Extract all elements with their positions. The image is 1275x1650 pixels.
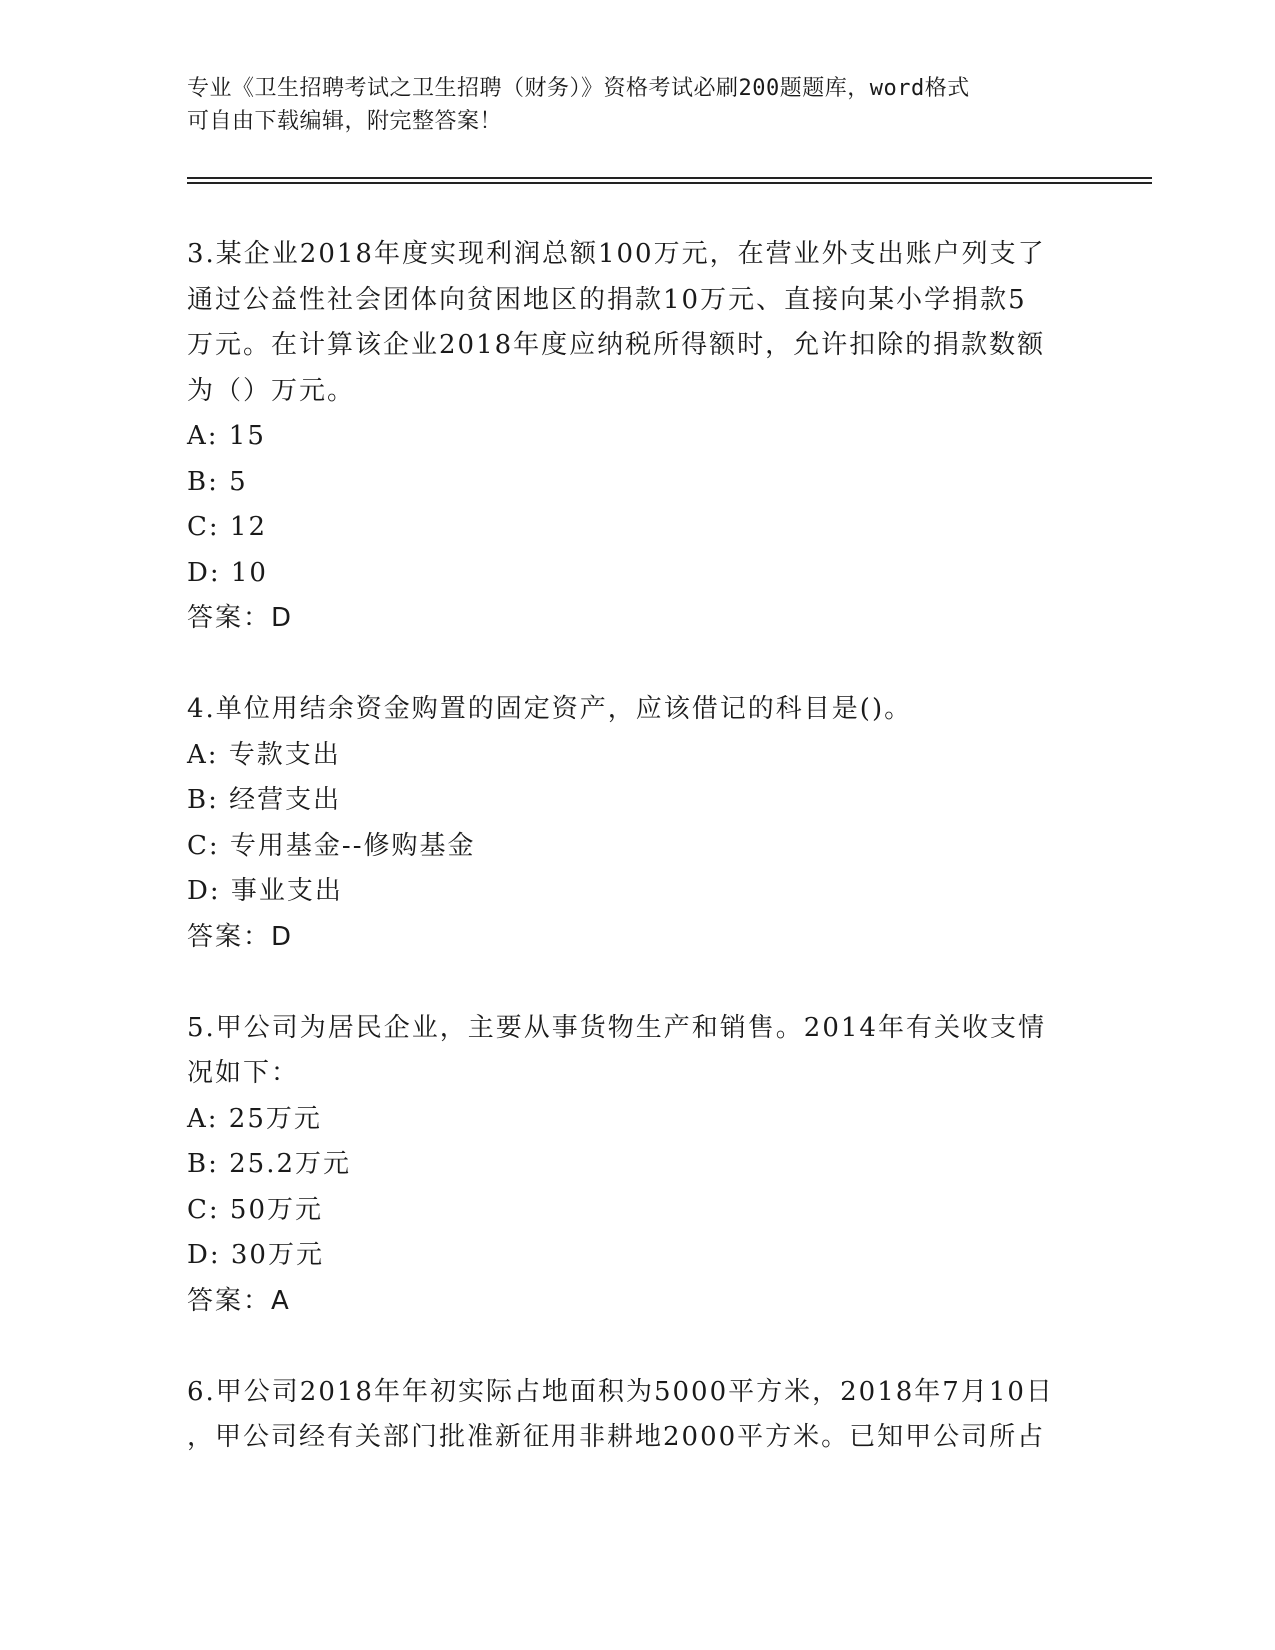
question-list (187, 232, 1087, 1506)
header-divider (187, 177, 1152, 184)
option-d: D: 10 (187, 557, 268, 588)
option-d: D: 30万元 (187, 1240, 324, 1270)
option-c: C: 专用基金--修购基金 (187, 830, 476, 861)
question-5 (187, 1006, 1087, 1325)
question-stem-line: 况如下： (187, 1058, 300, 1088)
answer-line: 答案：D (187, 921, 294, 952)
question-stem-line: 4.单位用结余资金购置的固定资产，应该借记的科目是()。 (187, 694, 913, 724)
option-b: B: 25.2万元 (187, 1149, 352, 1179)
question-stem-line: 万元。在计算该企业2018年度应纳税所得额时，允许扣除的捐款数额 (187, 330, 1046, 360)
question-stem-line: 3.某企业2018年度实现利润总额100万元，在营业外支出账户列支了 (187, 239, 1046, 269)
option-b: B: 5 (187, 466, 248, 497)
question-stem-line: 通过公益性社会团体向贫困地区的捐款10万元、直接向某小学捐款5 (187, 284, 1027, 315)
answer-line: 答案：A (187, 1285, 291, 1316)
option-a: A: 专款支出 (187, 739, 341, 770)
option-c: C: 12 (187, 512, 268, 542)
answer-line: 答案：D (187, 603, 294, 633)
option-a: A: 25万元 (187, 1103, 322, 1134)
question-6 (187, 1370, 1087, 1461)
option-d: D: 事业支出 (187, 876, 343, 906)
question-stem-line: 5.甲公司为居民企业，主要从事货物生产和销售。2014年有关收支情 (187, 1012, 1046, 1043)
question-stem-line: ，甲公司经有关部门批准新征用非耕地2000平方米。已知甲公司所占 (187, 1422, 1046, 1452)
option-c: C: 50万元 (187, 1194, 324, 1225)
question-stem-line: 为（）万元。 (187, 375, 356, 406)
header-line-2: 可自由下载编辑，附完整答案！ (187, 109, 503, 134)
document-header (187, 72, 1067, 138)
option-b: B: 经营支出 (187, 785, 342, 815)
question-4 (187, 687, 1087, 960)
option-a: A: 15 (187, 421, 266, 451)
question-stem-line: 6.甲公司2018年年初实际占地面积为5000平方米，2018年7月10日 (187, 1376, 1054, 1407)
header-line-1: 专业《卫生招聘考试之卫生招聘（财务）》资格考试必刷200题题库，word格式 (187, 76, 970, 101)
question-3 (187, 232, 1087, 642)
